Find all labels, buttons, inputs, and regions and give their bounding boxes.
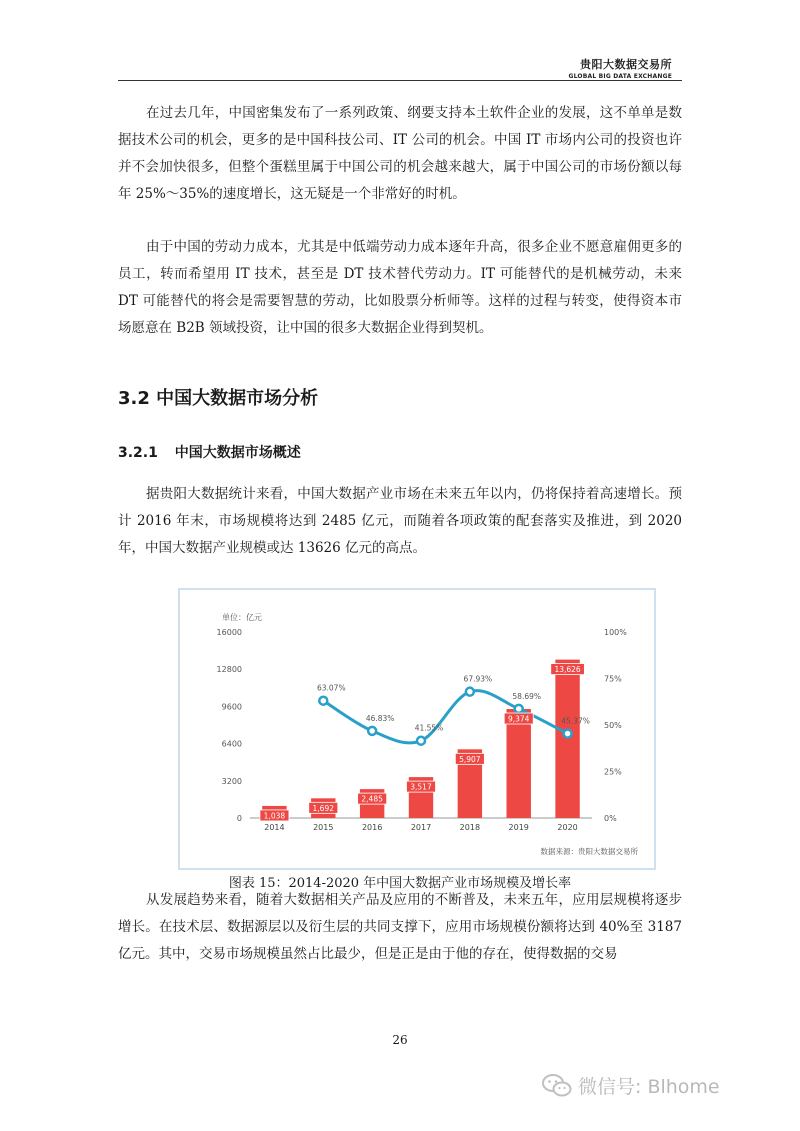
x-tick-label: 2014 — [264, 823, 285, 832]
x-tick-label: 2017 — [410, 823, 432, 832]
growth-value-label: 41.55% — [414, 723, 444, 733]
bar-value-label: 1,038 — [263, 811, 286, 821]
y-tick-label: 6400 — [221, 739, 242, 749]
chart-svg — [180, 590, 654, 868]
growth-point — [319, 697, 327, 705]
chart-source: 数据来源：贵阳大数据交易所 — [540, 847, 638, 856]
subsection-title: 中国大数据市场概述 — [174, 445, 301, 461]
paragraph-3: 据贵阳大数据统计来看，中国大数据产业市场在未来五年以内，仍将保持着高速增长。预计 2016 年末，市场规模将达到 2485 亿元，而随着各项政策的配套落实及推进，到 2020 年，中国大数据产业规模或达 13626 亿元的高点。 — [118, 486, 682, 556]
header-divider — [118, 80, 682, 81]
y2-tick-label: 100% — [604, 628, 627, 637]
section-title: 中国大数据市场分析 — [156, 388, 319, 409]
x-tick-label: 2019 — [508, 823, 529, 832]
y-tick-label: 3200 — [221, 776, 242, 786]
figure-caption: 图表 15：2014-2020 年中国大数据产业市场规模及增长率 — [228, 876, 572, 891]
y2-tick-label: 25% — [604, 767, 622, 777]
growth-point — [564, 730, 572, 738]
wechat-icon — [542, 1073, 572, 1099]
bar-value-label: 1,692 — [312, 803, 335, 813]
y2-tick-label: 50% — [604, 721, 622, 730]
growth-value-label: 63.07% — [316, 683, 346, 693]
wechat-watermark — [542, 1072, 720, 1099]
y-tick-label: 9600 — [221, 702, 242, 712]
growth-point — [417, 737, 425, 745]
brand-name-cn: 贵阳大数据交易所 — [580, 58, 672, 71]
brand-name-en: GLOBAL BIG DATA EXCHANGE — [568, 73, 672, 80]
y2-tick-label: 75% — [604, 674, 622, 684]
chart-unit-label: 单位：亿元 — [222, 613, 262, 622]
section-heading — [118, 384, 318, 410]
bar-value-label: 5,907 — [459, 754, 481, 764]
y-tick-label: 0 — [236, 814, 242, 823]
y2-tick-label: 0% — [604, 814, 617, 823]
growth-value-label: 45.37% — [561, 716, 590, 726]
bar-value-label: 3,517 — [410, 782, 432, 792]
growth-value-label: 46.83% — [365, 713, 395, 723]
paragraph-1: 在过去几年，中国密集发布了一系列政策、纲要支持本土软件企业的发展，这不单单是数据技术公司的机会，更多的是中国科技公司、IT 公司的机会。中国 IT 市场内公司的投资也许并不会加快很多，但整个蛋糕里属于中国公司的机会越来越大，属于中国公司的市场份额以每年 25%～35%的速度增长，这无疑是一个非常好的时机。 — [118, 105, 682, 202]
bar-value-label: 13,626 — [554, 665, 581, 675]
header-brand — [568, 56, 672, 80]
bar — [507, 709, 531, 818]
wechat-id: 微信号: Blhome — [578, 1076, 720, 1098]
growth-point — [466, 688, 474, 696]
growth-point — [368, 727, 376, 735]
section-number: 3.2 — [118, 388, 150, 409]
growth-point — [515, 705, 523, 713]
subsection-heading — [118, 442, 301, 462]
x-tick-label: 2015 — [313, 823, 334, 832]
paragraph-4: 从发展趋势来看，随着大数据相关产品及应用的不断普及，未来五年，应用层规模将逐步增长。在技术层、数据源层以及衍生层的共同支撑下，应用市场规模份额将达到 40%至 3187 亿元。其中，交易市场规模虽然占比最少，但是正是由于他的存在，使得数据的交易 — [118, 892, 682, 962]
subsection-number: 3.2.1 — [118, 445, 158, 461]
page-number: 26 — [392, 1033, 408, 1047]
y-tick-label: 12800 — [216, 665, 242, 675]
growth-value-label: 58.69% — [512, 691, 542, 701]
bar-value-label: 9,374 — [507, 714, 530, 724]
x-tick-label: 2016 — [361, 823, 383, 832]
x-tick-label: 2018 — [459, 823, 481, 832]
paragraph-2: 由于中国的劳动力成本，尤其是中低端劳动力成本逐年升高，很多企业不愿意雇佣更多的员工，转而希望用 IT 技术，甚至是 DT 技术替代劳动力。IT 可能替代的是机械劳动，未来 DT 可能替代的将会是需要智慧的劳动，比如股票分析师等。这样的过程与转变，使得资本市场愿意在 B2B 领域投资，让中国的很多大数据企业得到契机。 — [118, 239, 682, 336]
y-tick-label: 16000 — [216, 628, 242, 637]
x-tick-label: 2020 — [557, 823, 578, 832]
bar-value-label: 2,485 — [361, 794, 383, 804]
growth-value-label: 67.93% — [463, 674, 493, 684]
market-chart — [178, 588, 656, 870]
